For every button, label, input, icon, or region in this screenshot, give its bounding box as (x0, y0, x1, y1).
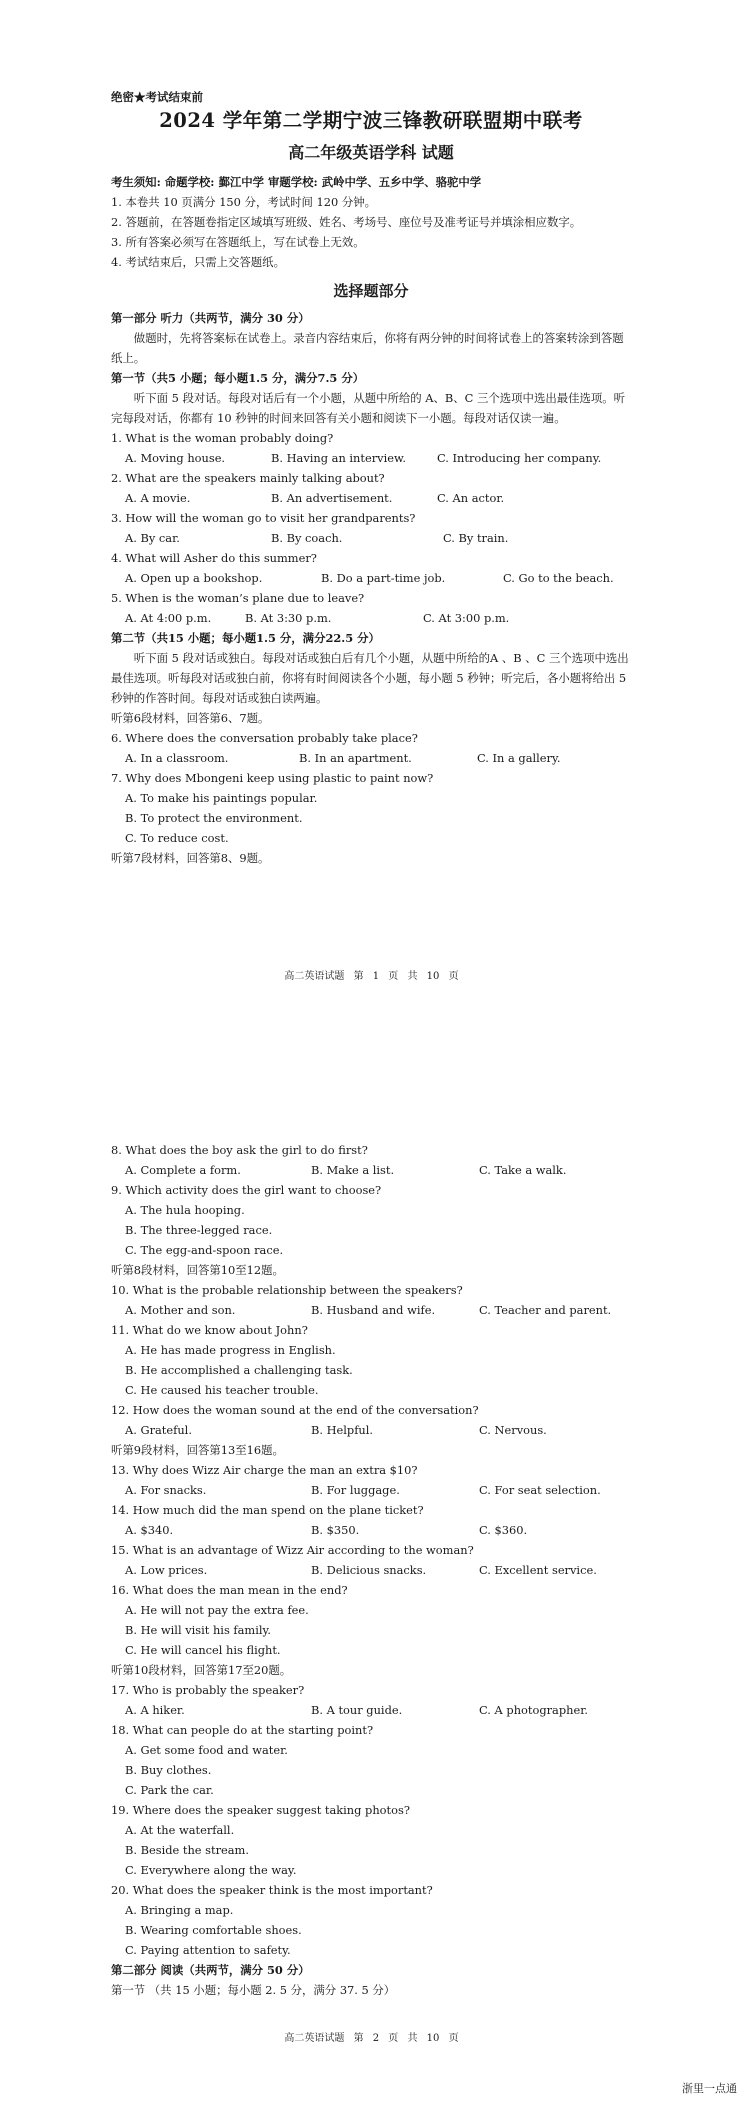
page1-content (111, 88, 631, 868)
option-b: B. The three-legged race. (125, 1223, 273, 1237)
option-c: C. He will cancel his flight. (125, 1643, 281, 1657)
option-c: C. $360. (479, 1523, 528, 1537)
page2-content (111, 1140, 631, 2000)
exam-subtitle: 高二年级英语学科 试题 (288, 143, 454, 162)
notice-line: 考生须知: 命题学校: 鄞江中学 审题学校: 武岭中学、五乡中学、骆驼中学 (111, 175, 482, 189)
option-b: B. Helpful. (311, 1423, 374, 1437)
option-c: C. He caused his teacher trouble. (125, 1383, 319, 1397)
question-5-options (111, 608, 631, 628)
option-a: A. By car. (125, 531, 180, 545)
part2-sec1-heading: 第一节 （共 15 小题；每小题 2. 5 分，满分 37. 5 分） (111, 1983, 396, 1997)
part2-heading: 第二部分 阅读（共两节，满分 50 分） (111, 1963, 310, 1977)
option-a: A. He has made progress in English. (125, 1343, 336, 1357)
question-15-stem: 15. What is an advantage of Wizz Air according to the woman? (111, 1543, 474, 1557)
part1-intro: 做题时，先将答案标在试卷上。录音内容结束后，你将有两分钟的时间将试卷上的答案转涂到答题纸上。 (111, 331, 624, 365)
option-a: A. Get some food and water. (125, 1743, 288, 1757)
option-a: A. For snacks. (125, 1483, 207, 1497)
option-b: B. $350. (311, 1523, 360, 1537)
exam-page-2 (0, 1000, 743, 2104)
option-c: C. For seat selection. (479, 1483, 601, 1497)
material-7-label: 听第7段材料，回答第8、9题。 (111, 851, 270, 865)
option-b: B. In an apartment. (299, 751, 412, 765)
confidential-label: 绝密★考试结束前 (111, 90, 203, 104)
option-a: A. He will not pay the extra fee. (125, 1603, 309, 1617)
option-b: B. An advertisement. (271, 491, 393, 505)
option-c: C. Take a walk. (479, 1163, 567, 1177)
option-b: B. Wearing comfortable shoes. (125, 1923, 302, 1937)
option-c: C. Introducing her company. (437, 451, 602, 465)
question-2-stem: 2. What are the speakers mainly talking about? (111, 471, 385, 485)
option-b: B. He accomplished a challenging task. (125, 1363, 353, 1377)
material-10-label: 听第10段材料，回答第17至20题。 (111, 1663, 292, 1677)
question-1-stem: 1. What is the woman probably doing? (111, 431, 334, 445)
option-c: C. The egg-and-spoon race. (125, 1243, 284, 1257)
option-a: A. A hiker. (125, 1703, 185, 1717)
option-b: B. At 3:30 p.m. (245, 611, 332, 625)
question-18-stem: 18. What can people do at the starting point? (111, 1723, 374, 1737)
option-a: A. At 4:00 p.m. (125, 611, 212, 625)
question-14-stem: 14. How much did the man spend on the plane ticket? (111, 1503, 424, 1517)
option-a: A. Grateful. (125, 1423, 192, 1437)
option-c: C. Excellent service. (479, 1563, 597, 1577)
question-20-stem: 20. What does the speaker think is the most important? (111, 1883, 433, 1897)
question-8-stem: 8. What does the boy ask the girl to do first? (111, 1143, 368, 1157)
sec2-heading: 第二节（共15 小题；每小题1.5 分，满分22.5 分） (111, 631, 380, 645)
option-c: C. Everywhere along the way. (125, 1863, 297, 1877)
question-19-stem: 19. Where does the speaker suggest taking photos? (111, 1803, 410, 1817)
option-a: A. $340. (125, 1523, 174, 1537)
option-a: A. To make his paintings popular. (125, 791, 318, 805)
option-a: A. The hula hooping. (125, 1203, 245, 1217)
option-b: B. By coach. (271, 531, 343, 545)
question-12-stem: 12. How does the woman sound at the end of the conversation? (111, 1403, 479, 1417)
option-a: A. Moving house. (125, 451, 226, 465)
question-3-options (111, 528, 631, 548)
option-a: A. Mother and son. (125, 1303, 236, 1317)
question-16-stem: 16. What does the man mean in the end? (111, 1583, 348, 1597)
question-1-options (111, 448, 631, 468)
material-6-label: 听第6段材料，回答第6、7题。 (111, 711, 270, 725)
option-c: C. Go to the beach. (503, 571, 614, 585)
question-10-stem: 10. What is the probable relationship between the speakers? (111, 1283, 463, 1297)
page-2-footer: 高二英语试题 第 2 页 共 10 页 (284, 2033, 459, 2044)
question-17-stem: 17. Who is probably the speaker? (111, 1683, 305, 1697)
part1-heading: 第一部分 听力（共两节，满分 30 分） (111, 311, 310, 325)
material-9-label: 听第9段材料，回答第13至16题。 (111, 1443, 284, 1457)
material-8-label: 听第8段材料，回答第10至12题。 (111, 1263, 284, 1277)
question-11-stem: 11. What do we know about John? (111, 1323, 308, 1337)
question-8-options (111, 1160, 631, 1180)
option-a: A. Low prices. (125, 1563, 208, 1577)
option-a: A. Open up a bookshop. (125, 571, 263, 585)
option-c: C. In a gallery. (477, 751, 561, 765)
question-7-stem: 7. Why does Mbongeni keep using plastic to paint now? (111, 771, 434, 785)
option-b: B. For luggage. (311, 1483, 400, 1497)
option-c: C. A photographer. (479, 1703, 589, 1717)
question-13-stem: 13. Why does Wizz Air charge the man an extra $10? (111, 1463, 418, 1477)
option-a: A. In a classroom. (125, 751, 229, 765)
question-15-options (111, 1560, 631, 1580)
question-4-options (111, 568, 631, 588)
sec2-intro: 听下面 5 段对话或独白。每段对话或独白后有几个小题，从题中所给的A 、B 、C 三个选项中选出最佳选项。听每段对话或独白前，你将有时间阅读各个小题，每小题 5 秒钟；听完后，各小题将给出 5 秒钟的作答时间。每段对话或独白读两遍。 (111, 651, 629, 705)
option-c: C. To reduce cost. (125, 831, 229, 845)
option-b: B. Buy clothes. (125, 1763, 212, 1777)
question-12-options (111, 1420, 631, 1440)
option-a: A. Bringing a map. (125, 1903, 234, 1917)
option-b: B. Make a list. (311, 1163, 395, 1177)
page-1-footer: 高二英语试题 第 1 页 共 10 页 (284, 971, 459, 982)
option-b: B. Beside the stream. (125, 1843, 249, 1857)
option-c: C. Paying attention to safety. (125, 1943, 291, 1957)
question-6-stem: 6. Where does the conversation probably take place? (111, 731, 418, 745)
question-4-stem: 4. What will Asher do this summer? (111, 551, 317, 565)
option-c: C. An actor. (437, 491, 505, 505)
option-b: B. To protect the environment. (125, 811, 303, 825)
option-a: A. At the waterfall. (125, 1823, 235, 1837)
option-c: C. Teacher and parent. (479, 1303, 612, 1317)
notice-1: 1. 本卷共 10 页满分 150 分，考试时间 120 分钟。 (111, 195, 377, 209)
option-b: B. Husband and wife. (311, 1303, 436, 1317)
question-17-options (111, 1700, 631, 1720)
option-c: C. At 3:00 p.m. (423, 611, 510, 625)
question-6-options (111, 748, 631, 768)
question-13-options (111, 1480, 631, 1500)
question-5-stem: 5. When is the woman’s plane due to leave? (111, 591, 365, 605)
question-2-options (111, 488, 631, 508)
question-9-stem: 9. Which activity does the girl want to choose? (111, 1183, 382, 1197)
question-14-options (111, 1520, 631, 1540)
option-c: C. Park the car. (125, 1783, 214, 1797)
question-10-options (111, 1300, 631, 1320)
section-title: 选择题部分 (333, 282, 409, 300)
notice-4: 4. 考试结束后，只需上交答题纸。 (111, 255, 285, 269)
option-a: A. Complete a form. (125, 1163, 241, 1177)
notice-3: 3. 所有答案必须写在答题纸上，写在试卷上无效。 (111, 235, 365, 249)
exam-page-1 (0, 0, 743, 1000)
option-b: B. Having an interview. (271, 451, 406, 465)
option-b: B. Delicious snacks. (311, 1563, 427, 1577)
sec1-intro: 听下面 5 段对话。每段对话后有一个小题，从题中所给的 A、B、C 三个选项中选出最佳选项。听完每段对话，你都有 10 秒钟的时间来回答有关小题和阅读下一小题。每段对话仅读一遍。 (111, 391, 626, 425)
option-b: B. A tour guide. (311, 1703, 403, 1717)
exam-title: 2024 学年第二学期宁波三锋教研联盟期中联考 (159, 109, 583, 132)
question-3-stem: 3. How will the woman go to visit her grandparents? (111, 511, 416, 525)
option-a: A. A movie. (125, 491, 191, 505)
watermark-text: 浙里一点通 (682, 2082, 737, 2095)
option-b: B. He will visit his family. (125, 1623, 272, 1637)
option-b: B. Do a part-time job. (321, 571, 446, 585)
option-c: C. By train. (443, 531, 509, 545)
option-c: C. Nervous. (479, 1423, 547, 1437)
notice-2: 2. 答题前，在答题卷指定区域填写班级、姓名、考场号、座位号及准考证号并填涂相应数字。 (111, 215, 582, 229)
sec1-heading: 第一节（共5 小题；每小题1.5 分，满分7.5 分） (111, 371, 365, 385)
